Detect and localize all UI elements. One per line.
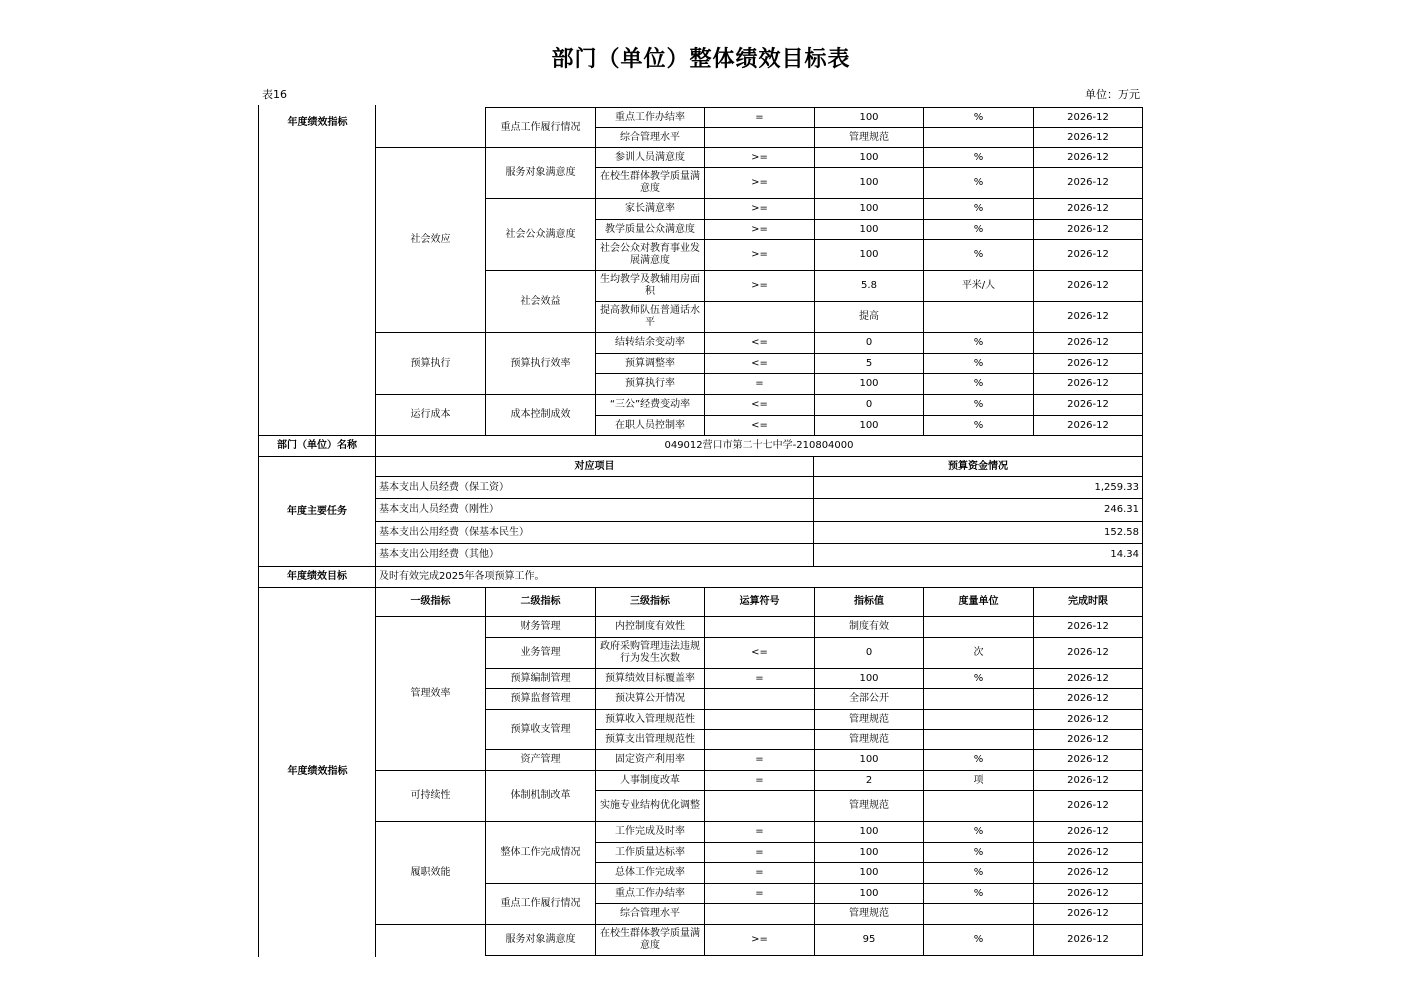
lower-perform: 履职效能 <box>375 821 486 925</box>
time-cell: 2026-12 <box>1033 239 1143 271</box>
op-cell: >= <box>704 924 815 956</box>
op-cell <box>704 903 815 925</box>
unit-cell: % <box>923 219 1034 240</box>
op-cell: >= <box>704 167 815 199</box>
l3-cell: 家长满意率 <box>595 198 705 220</box>
unit-cell <box>923 301 1034 333</box>
table-cell <box>375 105 486 148</box>
unit-cell <box>923 688 1034 710</box>
unit-cell <box>923 127 1034 148</box>
l3-cell: 综合管理水平 <box>595 127 705 148</box>
l3-cell: 预算执行率 <box>595 373 705 395</box>
val-cell: 5 <box>814 353 924 374</box>
val-cell: 100 <box>814 219 924 240</box>
unit-cell: % <box>923 239 1034 271</box>
val-cell: 100 <box>814 883 924 904</box>
col-header: 二级指标 <box>485 587 596 617</box>
tasks-label: 年度主要任务 <box>258 456 376 567</box>
task-name: 基本支出公用经费（保基本民生） <box>375 521 814 544</box>
l3-cell: 结转结余变动率 <box>595 332 705 354</box>
goal-label: 年度绩效目标 <box>258 566 376 588</box>
unit-cell: % <box>923 107 1034 128</box>
l3-cell: 预算收入管理规范性 <box>595 709 705 730</box>
l3-cell: 固定资产利用率 <box>595 749 705 771</box>
lower-finance: 财务管理 <box>485 616 596 638</box>
upper-budget-exec: 预算执行 <box>375 332 486 395</box>
col-header: 度量单位 <box>923 587 1034 617</box>
val-cell: 管理规范 <box>814 709 924 730</box>
time-cell: 2026-12 <box>1033 301 1143 333</box>
l3-cell: 社会公众对教育事业发展满意度 <box>595 239 705 271</box>
col-header: 运算符号 <box>704 587 815 617</box>
l3-cell: 在职人员控制率 <box>595 415 705 436</box>
unit-cell: 项 <box>923 770 1034 791</box>
op-cell: = <box>704 770 815 791</box>
op-cell: = <box>704 842 815 863</box>
l3-cell: 预算调整率 <box>595 353 705 374</box>
time-cell: 2026-12 <box>1033 842 1143 863</box>
time-cell: 2026-12 <box>1033 616 1143 638</box>
l3-cell: 预算绩效目标覆盖率 <box>595 668 705 689</box>
op-cell <box>704 616 815 638</box>
table-cell <box>375 924 486 957</box>
unit-cell: % <box>923 668 1034 689</box>
val-cell: 0 <box>814 332 924 354</box>
time-cell: 2026-12 <box>1033 668 1143 689</box>
unit-cell: % <box>923 821 1034 843</box>
lower-reform: 体制机制改革 <box>485 770 596 822</box>
col-header: 完成时限 <box>1033 587 1143 617</box>
task-amount: 152.58 <box>813 521 1143 544</box>
task-name: 基本支出人员经费（刚性） <box>375 498 814 522</box>
l3-cell: 提高教师队伍普通话水平 <box>595 301 705 333</box>
op-cell: <= <box>704 353 815 374</box>
upper-serve: 服务对象满意度 <box>485 147 596 199</box>
op-cell: >= <box>704 219 815 240</box>
val-cell: 提高 <box>814 301 924 333</box>
unit-cell: % <box>923 842 1034 863</box>
val-cell: 2 <box>814 770 924 791</box>
time-cell: 2026-12 <box>1033 790 1143 822</box>
val-cell: 0 <box>814 394 924 416</box>
unit-cell <box>923 729 1034 750</box>
unit-cell: 平米/人 <box>923 270 1034 302</box>
val-cell: 100 <box>814 749 924 771</box>
op-cell: >= <box>704 147 815 168</box>
l3-cell: 教学质量公众满意度 <box>595 219 705 240</box>
task-amount: 1,259.33 <box>813 476 1143 499</box>
upper-cost: 运行成本 <box>375 394 486 436</box>
op-cell: <= <box>704 637 815 669</box>
time-cell: 2026-12 <box>1033 637 1143 669</box>
task-name: 基本支出人员经费（保工资） <box>375 476 814 499</box>
time-cell: 2026-12 <box>1033 198 1143 220</box>
lower-compile: 预算编制管理 <box>485 668 596 689</box>
time-cell: 2026-12 <box>1033 107 1143 128</box>
l3-cell: 参训人员满意度 <box>595 147 705 168</box>
task-amount: 246.31 <box>813 498 1143 522</box>
time-cell: 2026-12 <box>1033 862 1143 884</box>
time-cell: 2026-12 <box>1033 729 1143 750</box>
upper-public: 社会公众满意度 <box>485 198 596 271</box>
time-cell: 2026-12 <box>1033 883 1143 904</box>
unit-cell <box>923 616 1034 638</box>
time-cell: 2026-12 <box>1033 167 1143 199</box>
time-cell: 2026-12 <box>1033 821 1143 843</box>
unit-cell: % <box>923 147 1034 168</box>
time-cell: 2026-12 <box>1033 749 1143 771</box>
lower-supervise: 预算监督管理 <box>485 688 596 710</box>
table-number: 表16 <box>262 88 287 101</box>
val-cell: 0 <box>814 637 924 669</box>
time-cell: 2026-12 <box>1033 147 1143 168</box>
val-cell: 制度有效 <box>814 616 924 638</box>
l3-cell: 工作质量达标率 <box>595 842 705 863</box>
time-cell: 2026-12 <box>1033 219 1143 240</box>
lower-keywork: 重点工作履行情况 <box>485 883 596 925</box>
unit-cell: % <box>923 749 1034 771</box>
l3-cell: 重点工作办结率 <box>595 883 705 904</box>
op-cell <box>704 127 815 148</box>
op-cell: <= <box>704 332 815 354</box>
l3-cell: 生均教学及教辅用房面积 <box>595 270 705 302</box>
col-header: 三级指标 <box>595 587 705 617</box>
val-cell: 100 <box>814 862 924 884</box>
task-name: 基本支出公用经费（其他） <box>375 543 814 567</box>
lower-asset: 资产管理 <box>485 749 596 771</box>
task-amount: 14.34 <box>813 543 1143 567</box>
time-cell: 2026-12 <box>1033 903 1143 925</box>
unit-cell: % <box>923 862 1034 884</box>
unit-cell: % <box>923 198 1034 220</box>
val-cell: 95 <box>814 924 924 956</box>
op-cell: = <box>704 373 815 395</box>
lower-serve: 服务对象满意度 <box>485 924 596 956</box>
op-cell: = <box>704 749 815 771</box>
l3-cell: 总体工作完成率 <box>595 862 705 884</box>
l3-cell: 内控制度有效性 <box>595 616 705 638</box>
time-cell: 2026-12 <box>1033 688 1143 710</box>
time-cell: 2026-12 <box>1033 924 1143 956</box>
time-cell: 2026-12 <box>1033 394 1143 416</box>
l3-cell: 人事制度改革 <box>595 770 705 791</box>
op-cell: = <box>704 862 815 884</box>
time-cell: 2026-12 <box>1033 127 1143 148</box>
time-cell: 2026-12 <box>1033 373 1143 395</box>
time-cell: 2026-12 <box>1033 353 1143 374</box>
l3-cell: 预算支出管理规范性 <box>595 729 705 750</box>
upper-cost-ctrl: 成本控制成效 <box>485 394 596 436</box>
time-cell: 2026-12 <box>1033 270 1143 302</box>
lower-income: 预算收支管理 <box>485 709 596 750</box>
op-cell: = <box>704 883 815 904</box>
op-cell: = <box>704 107 815 128</box>
op-cell: >= <box>704 239 815 271</box>
col-header: 指标值 <box>814 587 924 617</box>
val-cell: 管理规范 <box>814 790 924 822</box>
l3-cell: 在校生群体教学质量满意度 <box>595 167 705 199</box>
tasks-amount-header: 预算资金情况 <box>813 456 1143 477</box>
unit-cell <box>923 790 1034 822</box>
val-cell: 管理规范 <box>814 127 924 148</box>
op-cell: >= <box>704 198 815 220</box>
upper-benefit: 社会效益 <box>485 270 596 333</box>
unit-cell: 次 <box>923 637 1034 669</box>
unit-cell: % <box>923 394 1034 416</box>
val-cell: 5.8 <box>814 270 924 302</box>
l3-cell: 政府采购管理违法违规行为发生次数 <box>595 637 705 669</box>
op-cell: = <box>704 668 815 689</box>
time-cell: 2026-12 <box>1033 415 1143 436</box>
val-cell: 100 <box>814 373 924 395</box>
op-cell: <= <box>704 415 815 436</box>
unit-cell: % <box>923 167 1034 199</box>
unit-cell <box>923 903 1034 925</box>
val-cell: 100 <box>814 107 924 128</box>
lower-l0-label: 年度绩效指标 <box>258 587 376 957</box>
op-cell <box>704 790 815 822</box>
upper-keywork: 重点工作履行情况 <box>485 107 596 148</box>
col-header: 一级指标 <box>375 587 486 617</box>
val-cell: 100 <box>814 147 924 168</box>
l3-cell: 综合管理水平 <box>595 903 705 925</box>
op-cell <box>704 709 815 730</box>
val-cell: 100 <box>814 668 924 689</box>
tasks-item-header: 对应项目 <box>375 456 814 477</box>
upper-l0-label: 年度绩效指标 <box>258 105 376 436</box>
op-cell: >= <box>704 270 815 302</box>
lower-sustain: 可持续性 <box>375 770 486 822</box>
time-cell: 2026-12 <box>1033 332 1143 354</box>
dept-label: 部门（单位）名称 <box>258 435 376 457</box>
val-cell: 管理规范 <box>814 903 924 925</box>
unit-label: 单位：万元 <box>1085 88 1140 101</box>
unit-cell: % <box>923 373 1034 395</box>
unit-cell: % <box>923 353 1034 374</box>
op-cell <box>704 301 815 333</box>
val-cell: 100 <box>814 842 924 863</box>
time-cell: 2026-12 <box>1033 709 1143 730</box>
unit-cell: % <box>923 883 1034 904</box>
val-cell: 100 <box>814 821 924 843</box>
lower-mgmt: 管理效率 <box>375 616 486 771</box>
upper-budget-eff: 预算执行效率 <box>485 332 596 395</box>
unit-cell: % <box>923 332 1034 354</box>
val-cell: 100 <box>814 167 924 199</box>
l3-cell: 重点工作办结率 <box>595 107 705 128</box>
upper-social: 社会效应 <box>375 147 486 333</box>
val-cell: 全部公开 <box>814 688 924 710</box>
op-cell <box>704 729 815 750</box>
unit-cell <box>923 709 1034 730</box>
lower-business: 业务管理 <box>485 637 596 669</box>
dept-value: 049012营口市第二十七中学-210804000 <box>375 435 1143 457</box>
val-cell: 100 <box>814 239 924 271</box>
op-cell: = <box>704 821 815 843</box>
lower-overall: 整体工作完成情况 <box>485 821 596 884</box>
val-cell: 100 <box>814 198 924 220</box>
val-cell: 100 <box>814 415 924 436</box>
l3-cell: 工作完成及时率 <box>595 821 705 843</box>
goal-value: 及时有效完成2025年各项预算工作。 <box>375 566 1143 588</box>
val-cell: 管理规范 <box>814 729 924 750</box>
op-cell <box>704 688 815 710</box>
time-cell: 2026-12 <box>1033 770 1143 791</box>
page-title: 部门（单位）整体绩效目标表 <box>551 47 851 72</box>
l3-cell: 预决算公开情况 <box>595 688 705 710</box>
l3-cell: 在校生群体教学质量满意度 <box>595 924 705 956</box>
l3-cell: 实施专业结构优化调整 <box>595 790 705 822</box>
op-cell: <= <box>704 394 815 416</box>
unit-cell: % <box>923 415 1034 436</box>
unit-cell: % <box>923 924 1034 956</box>
l3-cell: “三公”经费变动率 <box>595 394 705 416</box>
